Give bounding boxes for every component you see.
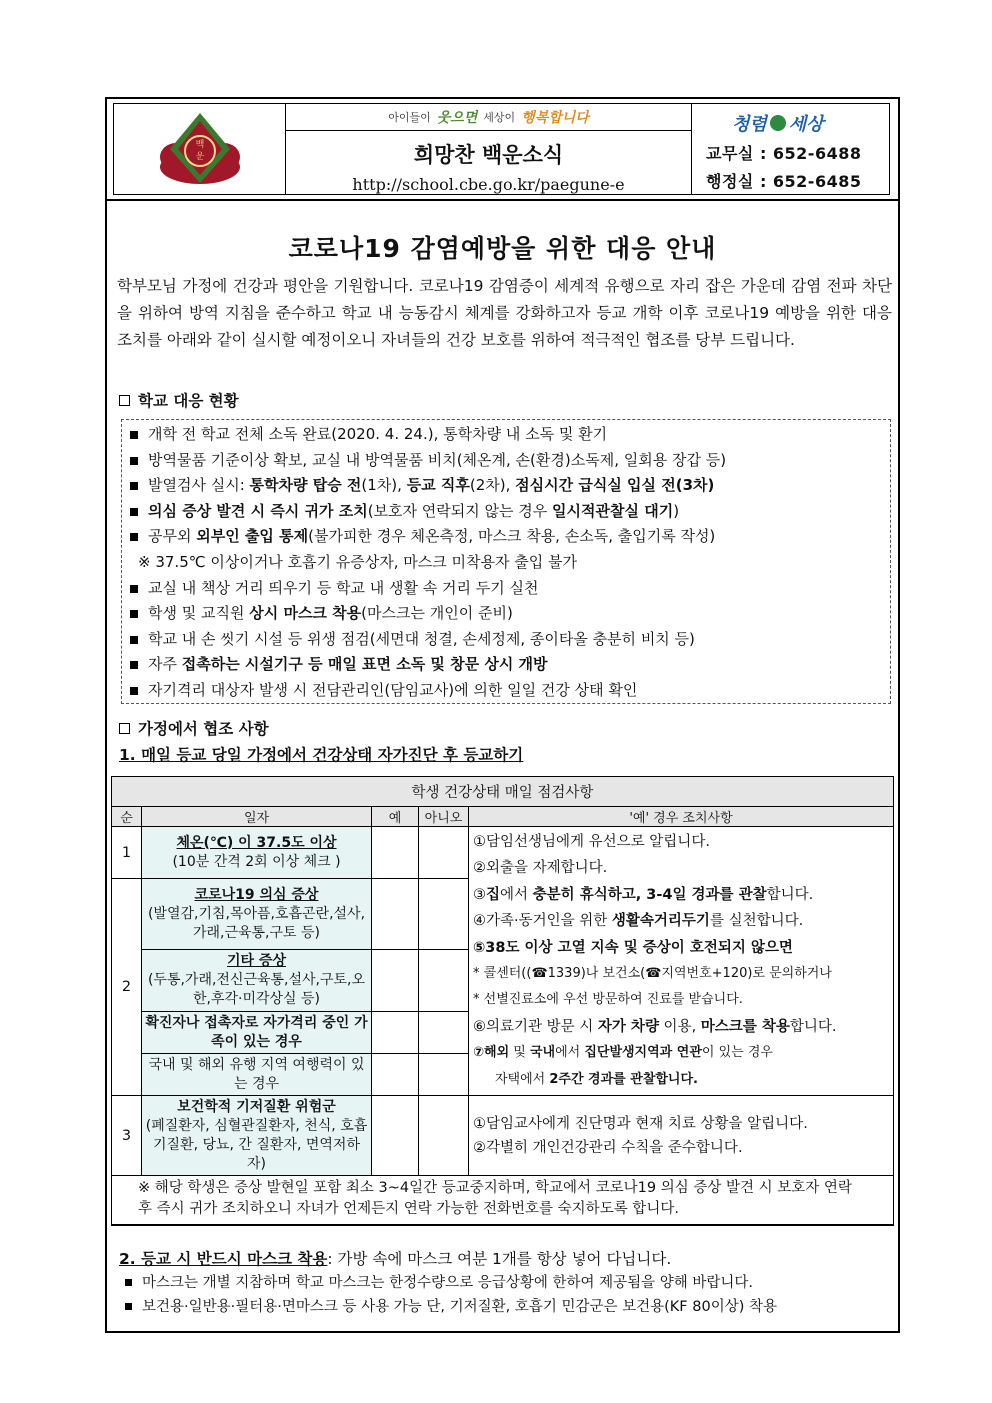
list-item: 발열검사 실시: 통학차량 탑승 전(1차), 등교 직후(2차), 점심시간 급식실 입실 전(3차): [130, 473, 882, 499]
table-caption: 학생 건강상태 매일 점검사항: [112, 777, 894, 807]
svg-text:백: 백: [195, 140, 204, 150]
col-action: '예' 경우 조치사항: [469, 807, 894, 827]
col-item: 일자: [142, 807, 372, 827]
yes-checkbox[interactable]: [372, 827, 419, 879]
table-footnote: ※ 해당 학생은 증상 발현일 포함 최소 3~4일간 등교중지하며, 학교에서 코로나19 의심 증상 발견 시 보호자 연락 후 즉시 귀가 조치하오니 자녀가 언제든지 연락 가능한 전화번호를 숙지하도록 합니다.: [112, 1176, 894, 1226]
list-item: 교실 내 책상 거리 띄우기 등 학교 내 생활 속 거리 두기 실천: [130, 576, 882, 602]
yes-checkbox[interactable]: [372, 1054, 419, 1096]
svg-text:운: 운: [195, 152, 204, 162]
action-list-risk-group: ①담임교사에게 진단명과 현재 치료 상황을 알립니다. ②각별히 개인건강관리 수칙을 준수합니다.: [469, 1096, 894, 1176]
no-checkbox[interactable]: [419, 879, 469, 950]
intro-paragraph: 학부모님 가정에 건강과 평안을 기원합니다. 코로나19 감염증이 세계적 유행으로 자리 잡은 가운데 감염 전파 차단을 위하여 방역 지침을 준수하고 학교 내 능동감시 체계를 강화하고자 등교 개학 이후 코로나19 예방을 위한 대응 조치를 아래와 같이 실시할 예정이오니 자녀들의 건강 보호를 위하여 적극적인 협조를 당부 드립니다.: [117, 277, 892, 349]
bullet-icon: [130, 457, 138, 465]
bullet-icon: [130, 610, 138, 618]
section-school-response: 학교 대응 현황: [119, 389, 239, 411]
yes-checkbox[interactable]: [372, 879, 419, 950]
check-item-fever: 체온(℃) 이 37.5도 이상 (10분 간격 2회 이상 체크 ): [142, 827, 372, 879]
bullet-icon: [130, 431, 138, 439]
bullet-icon: [130, 661, 138, 669]
no-checkbox[interactable]: [419, 827, 469, 879]
check-item-travel-history: 국내 및 해외 유행 지역 여행력이 있는 경우: [142, 1054, 372, 1096]
section-home-cooperation: 가정에서 협조 사항: [119, 717, 269, 739]
col-yes: 예: [372, 807, 419, 827]
admin-office-phone: 행정실 : 652-6485: [706, 172, 862, 191]
health-check-table: [111, 776, 894, 1226]
no-checkbox[interactable]: [419, 1054, 469, 1096]
action-list: ①담임선생님에게 유선으로 알립니다. ②외출을 자제합니다. ③집에서 충분히 휴식하고, 3-4일 경과를 관찰합니다. ④가족·동거인을 위한 생활속거리두기를 실천합니다. ⑤38도 이상 고열 지속 및 증상이 호전되지 않으면 * 콜센터((☎1339)나 보건소(☎지역번호+120)로 문의하거나 * 선별진료소에 우선 방문하여 진료를 받습니다. ⑥의료기관 방문 시 자가 차량 이용, 마스크를 착용합니다. ⑦해외 및 국내에서 집단발생지역과 연관이 있는 경우 자택에서 2주간 경과를 관찰합니다.: [469, 827, 894, 1096]
check-item-covid-symptoms: 코로나19 의심 증상 (발열감,기침,목아픔,호흡곤란,설사,가래,근육통,구토 등): [142, 879, 372, 950]
list-item: 개학 전 학교 전체 소독 완료(2020. 4. 24.), 통학차량 내 소독 및 환기: [130, 422, 882, 448]
entry-restriction-note: ※ 37.5℃ 이상이거나 호흡기 유증상자, 마스크 미착용자 출입 불가: [138, 552, 577, 571]
checkbox-icon: [119, 723, 130, 734]
list-item: 학교 내 손 씻기 시설 등 위생 점검(세면대 청결, 손세정제, 종이타올 충분히 비치 등): [130, 627, 882, 653]
no-checkbox[interactable]: [419, 1096, 469, 1176]
bullet-icon: [130, 687, 138, 695]
list-item: 보건용·일반용·필터용·면마스크 등 사용 가능 단, 기저질환, 호흡기 민감군은 보건용(KF 80이상) 착용: [125, 1295, 900, 1319]
yes-checkbox[interactable]: [372, 1096, 419, 1176]
step2-mask: 2. 등교 시 반드시 마스크 착용: 가방 속에 마스크 여분 1개를 항상 넣어 다닙니다.: [119, 1250, 672, 1268]
row-num: 3: [112, 1096, 142, 1176]
bullet-icon: [130, 482, 138, 490]
document-title: 코로나19 감염예방을 위한 대응 안내: [288, 234, 717, 263]
bullet-icon: [130, 508, 138, 516]
school-url[interactable]: http://school.cbe.go.kr/paegune-e: [352, 175, 625, 194]
step1-title: 1. 매일 등교 당일 가정에서 건강상태 자가진단 후 등교하기: [119, 746, 524, 764]
school-response-list: [121, 419, 891, 704]
bullet-icon: [130, 533, 138, 541]
no-checkbox[interactable]: [419, 1012, 469, 1054]
list-item: 자주 접촉하는 시설기구 등 매일 표면 소독 및 창문 상시 개방: [130, 652, 882, 678]
yes-checkbox[interactable]: [372, 1012, 419, 1054]
check-item-underlying-disease: 보건학적 기저질환 위험군 (폐질환자, 심혈관질환자, 천식, 호흡기질환, 당뇨, 간 질환자, 면역저하자): [142, 1096, 372, 1176]
bullet-icon: [130, 636, 138, 644]
checkbox-icon: [119, 395, 130, 406]
document-frame: [105, 97, 900, 1333]
list-item: 자기격리 대상자 발생 시 전담관리인(담임교사)에 의한 일일 건강 상태 확인: [130, 678, 882, 704]
list-item: 마스크는 개별 지참하며 학교 마스크는 한정수량으로 응급상황에 한하여 제공됨을 양해 바랍니다.: [125, 1271, 900, 1295]
mask-notes: [125, 1271, 900, 1319]
col-num: 순: [112, 807, 142, 827]
bullet-icon: [130, 585, 138, 593]
bullet-icon: [125, 1303, 132, 1310]
school-slogan: 아이들이 웃으면 세상이 행복합니다: [286, 104, 691, 131]
list-item: 방역물품 기준이상 확보, 교실 내 방역물품 비치(체온계, 손(환경)소독제, 일회용 장갑 등): [130, 448, 882, 474]
newsletter-title: 희망찬 백운소식: [413, 143, 564, 167]
clean-world-logo: 청렴 세상: [732, 114, 824, 135]
check-item-other-symptoms: 기타 증상 (두통,가래,전신근육통,설사,구토,오한,후각·미각상실 등): [142, 950, 372, 1012]
teachers-office-phone: 교무실 : 652-6488: [706, 144, 862, 163]
yes-checkbox[interactable]: [372, 950, 419, 1012]
school-logo: [114, 104, 286, 194]
col-no: 아니오: [419, 807, 469, 827]
row-num: 1: [112, 827, 142, 879]
check-item-quarantined-family: 확진자나 접촉자로 자가격리 중인 가족이 있는 경우: [142, 1012, 372, 1054]
newsletter-header: [107, 99, 898, 201]
list-item: 공무외 외부인 출입 통제(불가피한 경우 체온측정, 마스크 착용, 손소독, 출입기록 작성): [130, 524, 882, 550]
list-item: 의심 증상 발견 시 즉시 귀가 조치(보호자 연락되지 않는 경우 일시적관찰실 대기): [130, 499, 882, 525]
bullet-icon: [125, 1279, 132, 1286]
list-item: 학생 및 교직원 상시 마스크 착용(마스크는 개인이 준비): [130, 601, 882, 627]
no-checkbox[interactable]: [419, 950, 469, 1012]
row-num: 2: [112, 879, 142, 1096]
